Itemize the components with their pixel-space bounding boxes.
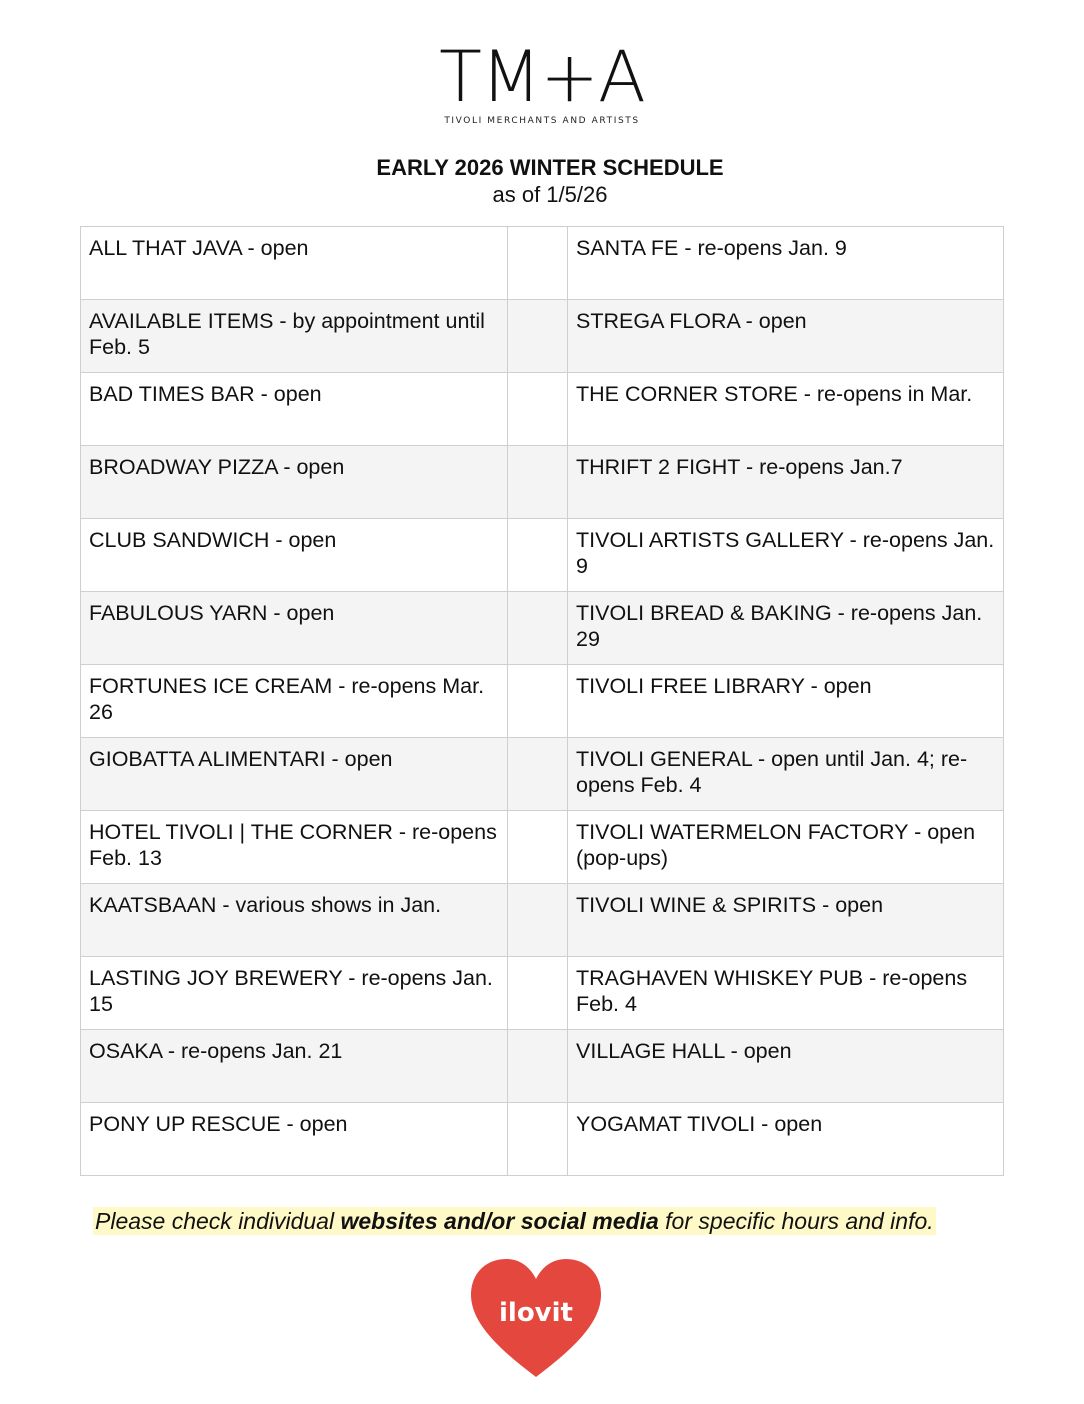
- business-cell-left: AVAILABLE ITEMS - by appointment until Feb. 5: [81, 300, 508, 373]
- table-row: [81, 665, 1004, 738]
- table-row: [81, 519, 1004, 592]
- business-cell-right: VILLAGE HALL - open: [568, 1030, 1004, 1103]
- page-title: EARLY 2026 WINTER SCHEDULE: [376, 155, 724, 180]
- business-cell-right: THE CORNER STORE - re-opens in Mar.: [568, 373, 1004, 446]
- business-cell-left: FORTUNES ICE CREAM - re-opens Mar. 26: [81, 665, 508, 738]
- business-cell-left: CLUB SANDWICH - open: [81, 519, 508, 592]
- business-cell-left: HOTEL TIVOLI | THE CORNER - re-opens Feb. 13: [81, 811, 508, 884]
- business-cell-left: PONY UP RESCUE - open: [81, 1103, 508, 1176]
- business-cell-left: ALL THAT JAVA - open: [81, 227, 508, 300]
- business-cell-left: BROADWAY PIZZA - open: [81, 446, 508, 519]
- spacer-cell: [508, 738, 568, 811]
- note-emphasis: websites and/or social media: [340, 1208, 659, 1234]
- spacer-cell: [508, 1030, 568, 1103]
- table-row: [81, 1103, 1004, 1176]
- table-row: [81, 884, 1004, 957]
- business-cell-left: BAD TIMES BAR - open: [81, 373, 508, 446]
- logo-subtitle: TIVOLI MERCHANTS AND ARTISTS: [444, 116, 640, 126]
- business-cell-left: KAATSBAAN - various shows in Jan.: [81, 884, 508, 957]
- business-cell-left: FABULOUS YARN - open: [81, 592, 508, 665]
- table-row: [81, 227, 1004, 300]
- as-of-date: as of 1/5/26: [492, 182, 608, 207]
- spacer-cell: [508, 957, 568, 1030]
- spacer-cell: [508, 1103, 568, 1176]
- business-cell-right: YOGAMAT TIVOLI - open: [568, 1103, 1004, 1176]
- note-text-end: for specific hours and info.: [658, 1208, 934, 1234]
- table-row: [81, 738, 1004, 811]
- badge-label: ilovit: [499, 1298, 573, 1328]
- table-row: [81, 811, 1004, 884]
- ilovit-heart-logo: [466, 1255, 606, 1380]
- table-row: [81, 446, 1004, 519]
- business-cell-right: STREGA FLORA - open: [568, 300, 1004, 373]
- business-cell-right: TIVOLI WINE & SPIRITS - open: [568, 884, 1004, 957]
- info-note: [93, 1207, 936, 1235]
- note-text: Please check individual: [95, 1208, 341, 1234]
- table-row: [81, 300, 1004, 373]
- business-cell-right: TRAGHAVEN WHISKEY PUB - re-opens Feb. 4: [568, 957, 1004, 1030]
- business-cell-right: THRIFT 2 FIGHT - re-opens Jan.7: [568, 446, 1004, 519]
- spacer-cell: [508, 300, 568, 373]
- business-cell-left: OSAKA - re-opens Jan. 21: [81, 1030, 508, 1103]
- spacer-cell: [508, 811, 568, 884]
- table-row: [81, 1030, 1004, 1103]
- business-cell-right: SANTA FE - re-opens Jan. 9: [568, 227, 1004, 300]
- table-row: [81, 592, 1004, 665]
- logo-mark: TM+A: [439, 36, 645, 118]
- business-cell-right: TIVOLI ARTISTS GALLERY - re-opens Jan. 9: [568, 519, 1004, 592]
- spacer-cell: [508, 446, 568, 519]
- spacer-cell: [508, 592, 568, 665]
- business-cell-right: TIVOLI WATERMELON FACTORY - open (pop-ups): [568, 811, 1004, 884]
- spacer-cell: [508, 519, 568, 592]
- spacer-cell: [508, 373, 568, 446]
- table-row: [81, 373, 1004, 446]
- business-cell-right: TIVOLI FREE LIBRARY - open: [568, 665, 1004, 738]
- table-row: [81, 957, 1004, 1030]
- business-cell-left: GIOBATTA ALIMENTARI - open: [81, 738, 508, 811]
- tma-logo: [0, 36, 1084, 126]
- business-cell-right: TIVOLI BREAD & BAKING - re-opens Jan. 29: [568, 592, 1004, 665]
- spacer-cell: [508, 227, 568, 300]
- spacer-cell: [508, 884, 568, 957]
- schedule-table: [80, 226, 1004, 1176]
- business-cell-right: TIVOLI GENERAL - open until Jan. 4; re-opens Feb. 4: [568, 738, 1004, 811]
- spacer-cell: [508, 665, 568, 738]
- business-cell-left: LASTING JOY BREWERY - re-opens Jan. 15: [81, 957, 508, 1030]
